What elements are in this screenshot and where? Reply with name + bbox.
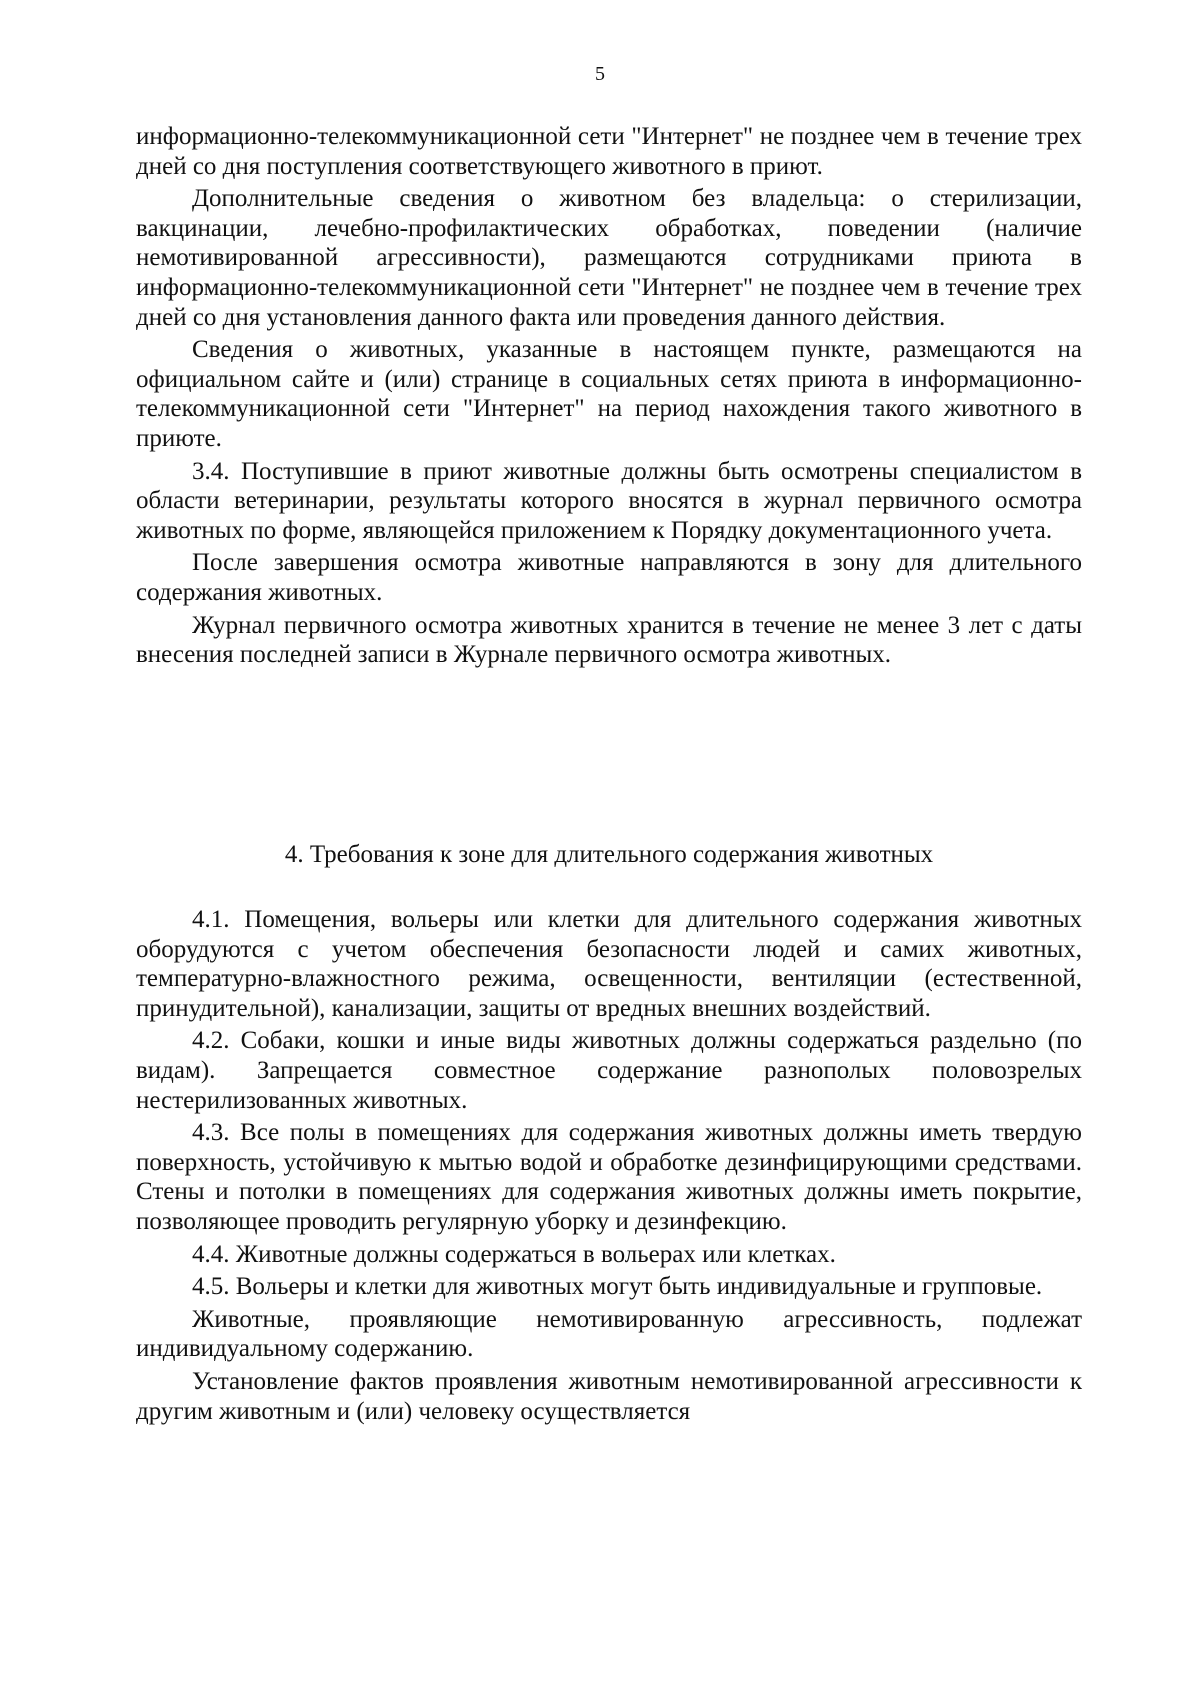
section-heading: 4. Требования к зоне для длительного содержания животных — [284, 841, 934, 868]
page-number: 5 — [595, 63, 605, 85]
paragraph-4-3: 4.3. Все полы в помещениях для содержания животных должны иметь твердую поверхность, устойчивую к мытью водой и обработке дезинфицирующими средствами. Стены и потолки в помещениях для содержания животных должны иметь покрытие, позволяющее проводить регулярную уборку и дезинфекцию. — [136, 1119, 1082, 1235]
paragraph-info-placement: Сведения о животных, указанные в настоящем пункте, размещаются на официальном сайте и (или) странице в социальных сетях приюта в информационно-телекоммуникационной сети "Интернет" на период нахождения такого животного в приюте. — [136, 336, 1082, 452]
paragraph-additional-info: Дополнительные сведения о животном без владельца: о стерилизации, вакцинации, лечебно-профилактических обработках, поведении (наличие немотивированной агрессивности), размещаются сотрудниками приюта в информационно-телекоммуникационной сети "Интернет" не позднее чем в течение трех дней со дня установления данного факта или проведения данного действия. — [136, 185, 1082, 331]
paragraph-aggressive-animals: Животные, проявляющие немотивированную агрессивность, подлежат индивидуальному содержанию. — [136, 1305, 1082, 1363]
section-4-body — [136, 905, 1082, 1429]
paragraph-4-1: 4.1. Помещения, вольеры или клетки для длительного содержания животных оборудуются с учетом обеспечения безопасности людей и самих животных, температурно-влажностного режима, освещенности, вентиляции (естественной, принудительной), канализации, защиты от вредных внешних воздействий. — [136, 906, 1082, 1022]
paragraph-aggression-establishment: Установление фактов проявления животным немотивированной агрессивности к другим животным и (или) человеку осуществляется — [136, 1367, 1082, 1425]
paragraph-4-2: 4.2. Собаки, кошки и иные виды животных должны содержаться раздельно (по видам). Запрещается совместное содержание разнополых половозрелых нестерилизованных животных. — [136, 1027, 1082, 1114]
paragraph-3-4: 3.4. Поступившие в приют животные должны быть осмотрены специалистом в области ветеринарии, результаты которого вносятся в журнал первичного осмотра животных по форме, являющейся приложением к Порядку документационного учета. — [136, 457, 1082, 544]
paragraph-journal-storage: Журнал первичного осмотра животных хранится в течение не менее 3 лет с даты внесения последней записи в Журнале первичного осмотра животных. — [136, 611, 1082, 669]
paragraph-continuation: информационно-телекоммуникационной сети "Интернет" не позднее чем в течение трех дней со дня поступления соответствующего животного в приют. — [136, 123, 1082, 180]
document-body-continuation — [136, 122, 1082, 673]
paragraph-4-5: 4.5. Вольеры и клетки для животных могут быть индивидуальные и групповые. — [192, 1273, 1043, 1301]
paragraph-after-inspection: После завершения осмотра животные направляются в зону для длительного содержания животных. — [136, 549, 1082, 606]
paragraph-4-4: 4.4. Животные должны содержаться в вольерах или клетках. — [192, 1240, 836, 1268]
